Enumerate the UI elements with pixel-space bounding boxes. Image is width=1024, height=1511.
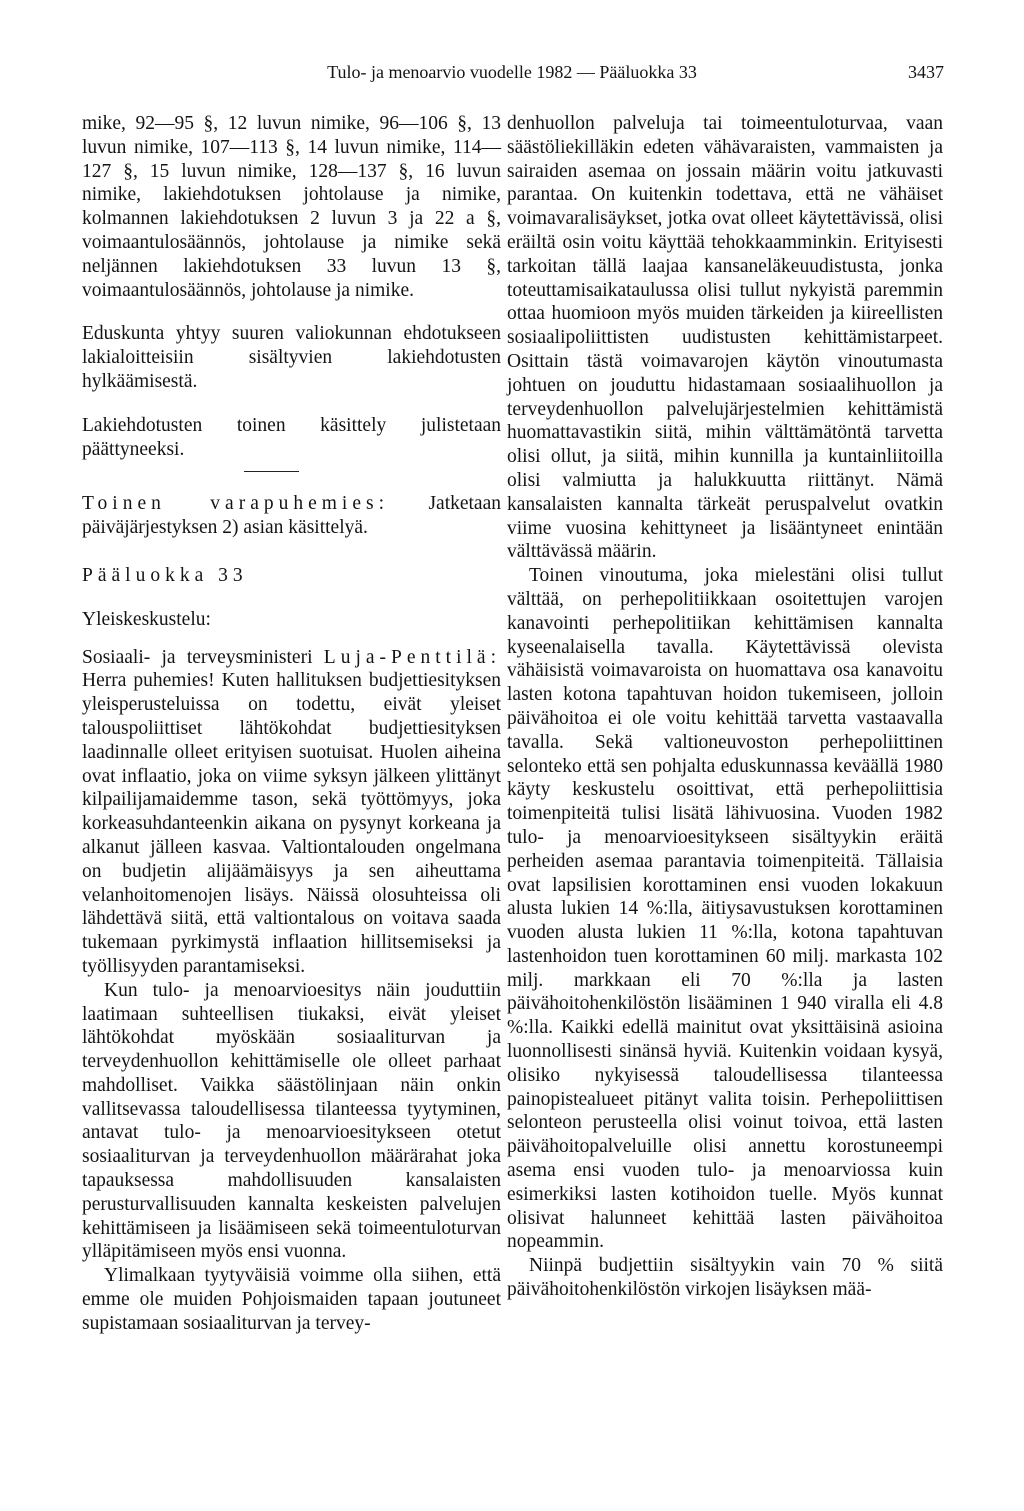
paragraph: mike, 92—95 §, 12 luvun nimike, 96—106 §, 13 luvun nimike, 107—113 §, 14 luvun nimike, 114—127 §, 15 luvun nimike, 128—137 §, 16 luvun nimike, lakiehdotuksen johtolause ja nimike, kolmannen lakiehdotuksen 2 luvun 3 ja 22 a §, voimaantulosäännös, johtolause ja nimike sekä neljännen lakiehdotuksen 33 luvun 13 §, voimaantulosäännös, johtolause ja nimike. <box>82 113 501 301</box>
speaker-name: Toinen varapuhemies: <box>82 493 390 515</box>
paragraph-text: Herra puhemies! Kuten hallituksen budjettiesityksen yleisperusteluissa on todettu, eivät yleiset talouspoliittiset lähtökohdat budjettiesityksen laadinnalle olleet erityisen suotuisat. Huolen aiheina ovat inflaatio, joka on viime syksyn jälkeen ylittänyt kilpailijamaidemme tason, sekä työttömyys, joka korkeasuhdanteenkin aikana on pysynyt korkeana ja alkanut jälleen kasvaa. Valtiontalouden ongelmana on budjetin alijäämäisyys ja sen aiheuttama velanhoitomenojen lisäys. Näissä olosuhteissa oli lähdettävä siitä, että valtiontalous on voitava saada tukemaan pyrkimystä inflaation hillitsemiseksi ja työllisyyden parantamiseksi. <box>82 670 501 977</box>
speaker-intro: Sosiaali- ja terveysministeri <box>82 646 313 668</box>
speaker-name: Luja-Penttilä: <box>323 646 502 668</box>
speaker-paragraph <box>82 492 501 540</box>
paragraph: Kun tulo- ja menoarvioesitys näin jouduttiin laatimaan suhteellisen tiukaksi, eivät yleiset lähtökohdat myöskään sosiaaliturvan ja terveydenhuollon kehittämiselle ole olleet parhaat mahdolliset. Vaikka säästölinjaan näin onkin vallitsevassa taloudellisessa tilanteessa tyytyminen, antavat tulo- ja menoarvioesitykseen otetut sosiaaliturvan ja terveydenhuollon määrärahat joka tapauksessa mahdollisuuden kansalaisten perusturvallisuuden kannalta keskeisten palvelujen kehittämiseen ja lisäämiseen sekä toimeentuloturvan ylläpitämiseen myös ensi vuonna. <box>82 979 501 1263</box>
section-divider <box>244 471 299 472</box>
page-number: 3437 <box>908 62 944 82</box>
paragraph-text: Jatketaan päiväjärjestyksen 2) asian käsittelyä. <box>82 493 501 539</box>
subheading: Yleiskeskustelu: <box>82 608 211 630</box>
section-heading: Pääluokka 33 <box>82 564 248 586</box>
paragraph: Lakiehdotusten toinen käsittely julistetaan päättyneeksi. <box>82 414 501 460</box>
paragraph: Toinen vinoutuma, joka mielestäni olisi tullut välttää, on perhepolitiikkaan osoitettujen varojen kanavointi perhepolitiikan kehittämisen kannalta kyseenalaisella tavalla. Käytettävissä olevista vähäisistä voimavaroista on huomattava osa kanavoitu lasten kotona tapahtuvan hoidon tukemiseen, jolloin päivähoitoa ei ole voitu kehittää tarvetta vastaavalla tavalla. Sekä valtioneuvoston perhepoliittinen selonteko että sen pohjalta eduskunnassa keväällä 1980 käyty keskustelu osoittivat, että perhepoliittisia toimenpiteitä tulisi lisätä lähivuosina. Vuoden 1982 tulo- ja menoarvioesitykseen sisältyykin eräitä perheiden asemaa parantavia toimenpiteitä. Tällaisia ovat lapsilisien korottaminen ensi vuoden lokakuun alusta lukien 14 %:lla, äitiysavustuksen korottaminen vuoden alusta lukien 11 %:lla, kotona tapahtuvan lastenhoidon tuen korottaminen 60 milj. markasta 102 milj. markkaan eli 70 %:lla ja lasten päivähoitohenkilöstön lisääminen 1 940 viralla eli 4.8 %:lla. Kaikki edellä mainitut ovat yksittäisinä asioina luonnollisesti sinänsä hyviä. Kuitenkin voidaan kysyä, olisiko nykyisessä taloudellisessa tilanteessa painopistealueet pitänyt valita toisin. Perhepoliittisen selonteon perusteella olisi voinut toivoa, että lasten päivähoitopalveluille olisi annettu korostuneempi asema ensi vuoden tulo- ja menoarviossa kuin esimerkiksi lasten kotihoidon tuelle. Myös kunnat olisivat halunneet kehittää lasten päivähoitoa nopeammin. <box>507 565 943 1253</box>
speaker-paragraph <box>82 646 501 979</box>
page-header <box>0 62 1024 88</box>
paragraph: Niinpä budjettiin sisältyykin vain 70 % siitä päivähoitohenkilöstön virkojen lisäyksen mää- <box>507 1255 943 1301</box>
right-column <box>507 112 943 1302</box>
running-head: Tulo- ja menoarvio vuodelle 1982 — Pääluokka 33 <box>327 62 697 82</box>
paragraph: Ylimalkaan tyytyväisiä voimme olla siihen, että emme ole muiden Pohjoismaiden tapaan joutuneet supistamaan sosiaaliturvan ja tervey- <box>82 1265 501 1334</box>
paragraph: Eduskunta yhtyy suuren valiokunnan ehdotukseen lakialoitteisiin sisältyvien lakiehdotusten hylkäämisestä. <box>82 323 501 392</box>
paragraph: denhuollon palveluja tai toimeentuloturvaa, vaan säästöliekilläkin edeten vähävaraisten, vammaisten ja sairaiden asemaa on jossain määrin voitu jatkuvasti parantaa. On kuitenkin todettava, että ne vähäiset voimavaralisäykset, jotka ovat olleet käytettävissä, olisi eräiltä osin voitu käyttää tehokkaamminkin. Erityisesti tarkoitan tällä laajaa kansaneläkeuudistusta, jonka toteuttamisaikataulussa olisi tullut nykyistä paremmin ottaa huomioon myös muiden tärkeiden ja kiireellisten sosiaalipoliittisten uudistusten kehittämistarpeet. Osittain tästä voimavarojen käytön vinoutumasta johtuen on jouduttu hidastamaan sosiaalihuollon ja terveydenhuollon palvelujärjestelmien kehittämistä huomattavastikin siitä, mihin välttämätöntä tarvetta olisi ollut, ja siitä, mihin kunnilla ja kuntainliitoilla olisi valmiutta ja halukkuutta riittänyt. Nämä kansalaisten kannalta tärkeät peruspalvelut ovatkin viime vuosina kehittyneet ja lisääntyneet enintään välttävässä määrin. <box>507 113 943 563</box>
left-column <box>82 112 501 1336</box>
